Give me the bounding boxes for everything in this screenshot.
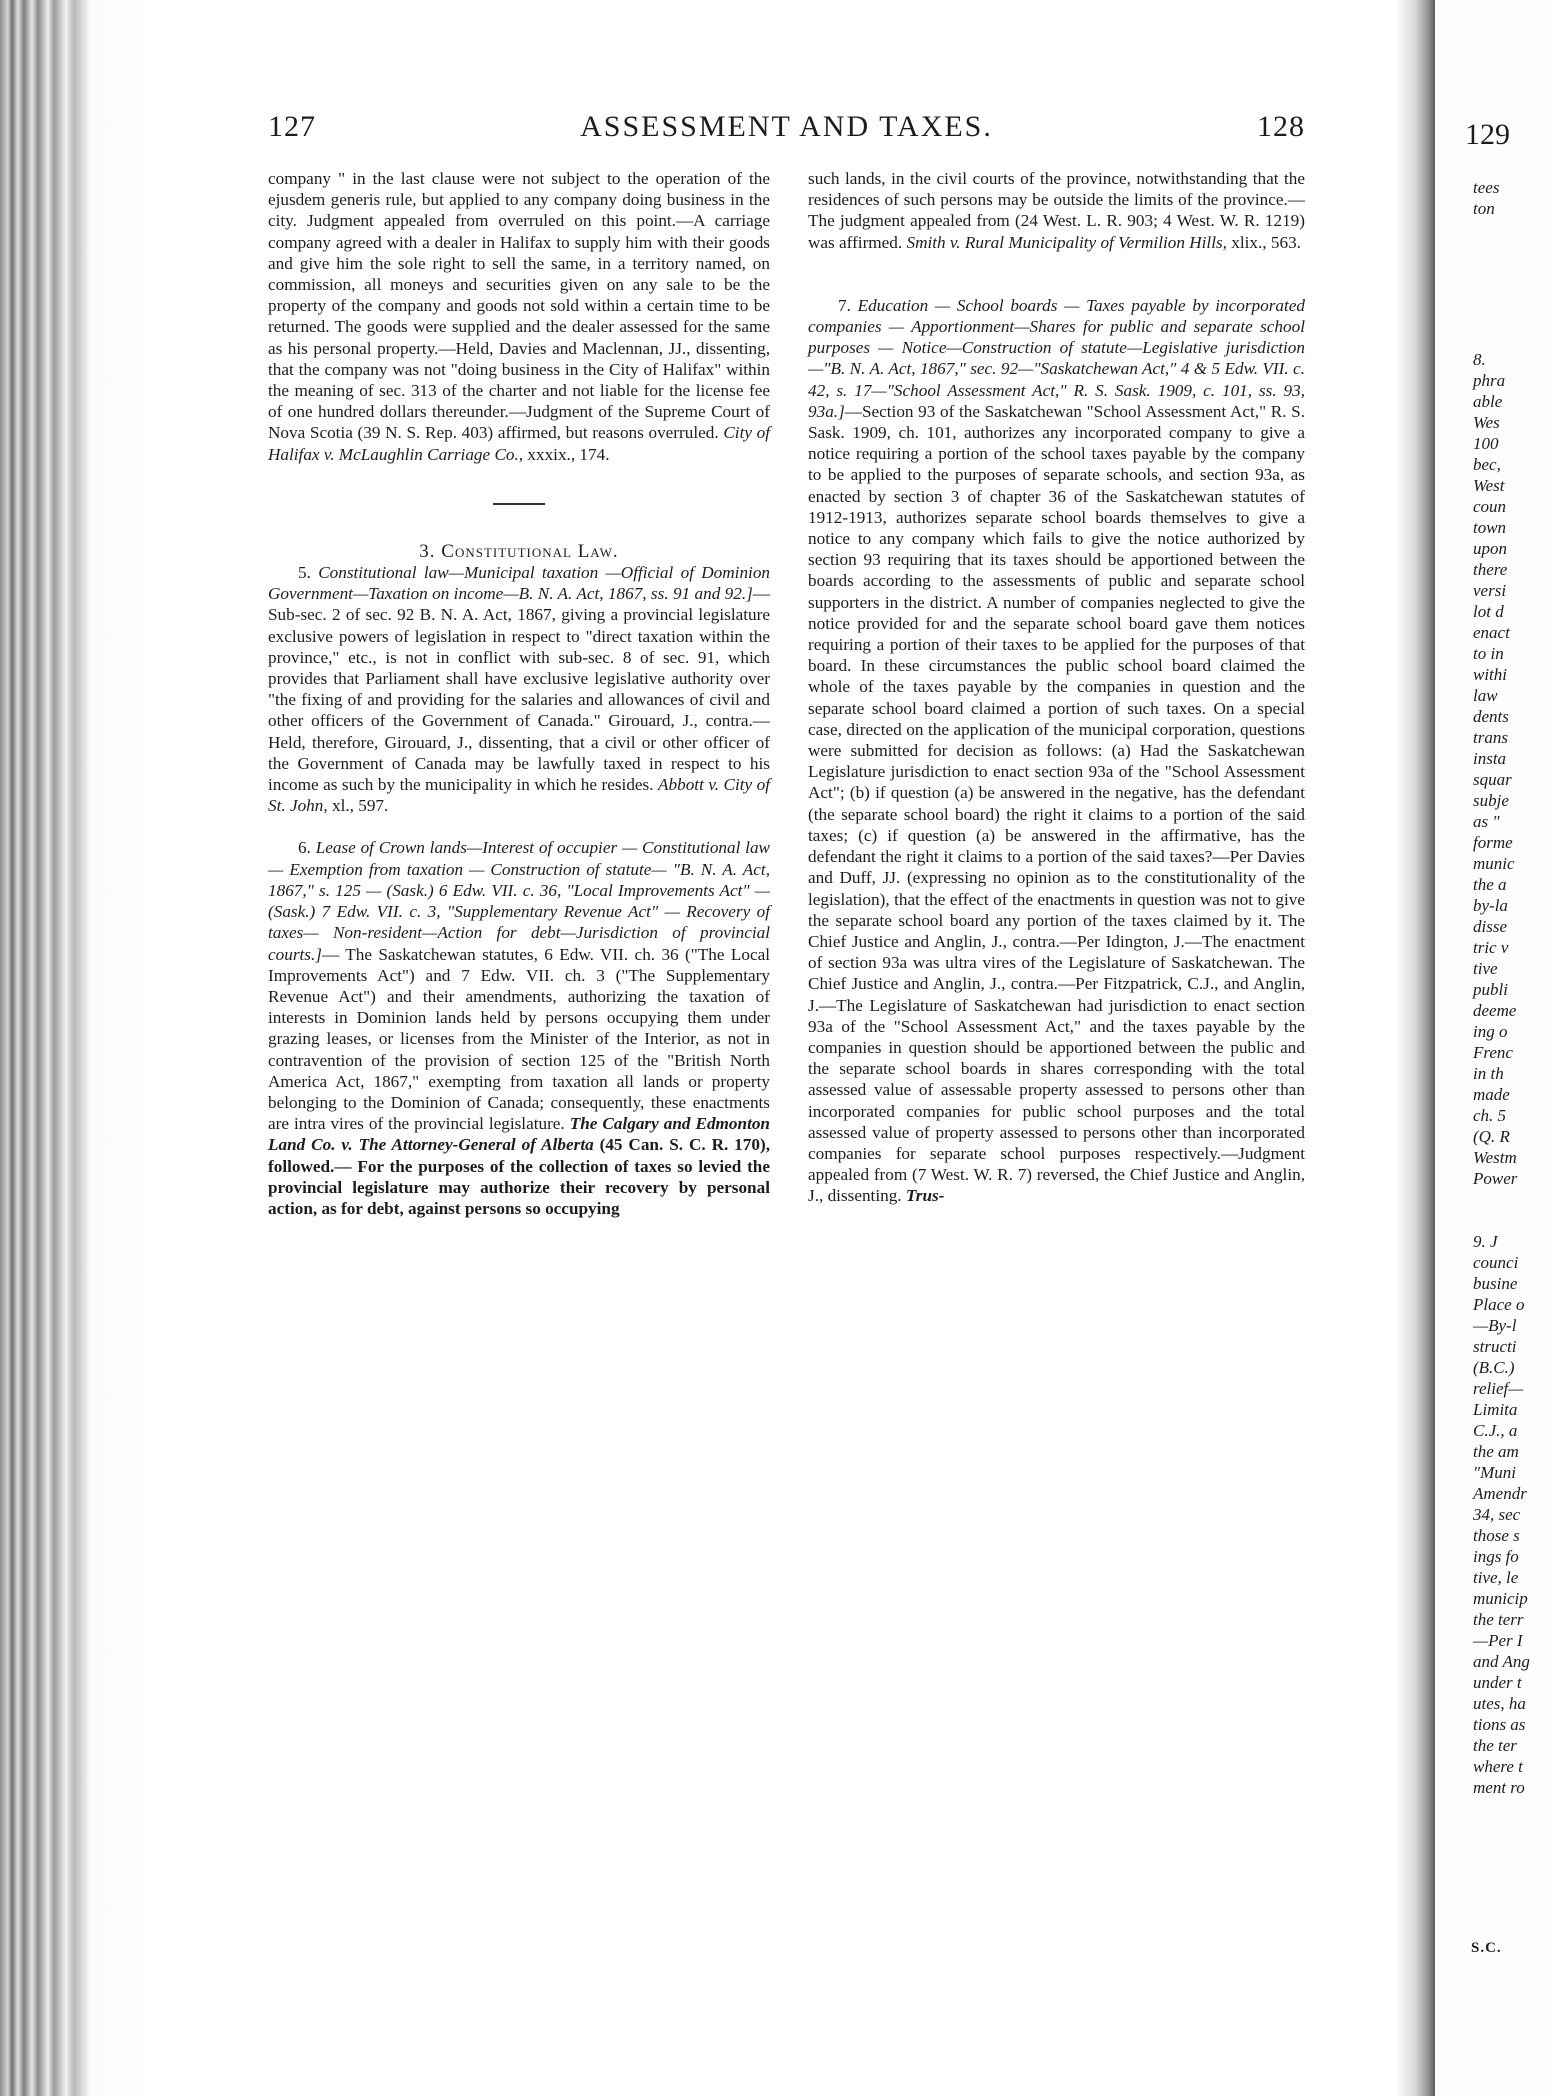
- next-page-line: tric v: [1473, 938, 1509, 957]
- next-page-line: made: [1473, 1085, 1510, 1104]
- next-page-line: under t: [1473, 1673, 1522, 1692]
- catchwords: Lease of Crown lands—Interest of occupier — Constitutional law — Exemption from taxation — Construction of statute— "B. N. A. Act, 1867," s. 125 — (Sask.) 6 Edw. VII. c. 36, "Local Improvements Act" —(Sask.) 7 Edw. VII. c. 3, "Supplementary Revenue Act" — Recovery of taxes— Non-resident—Action for debt—Jurisdiction of provincial courts.]: [268, 838, 771, 964]
- next-page-line: ings fo: [1473, 1547, 1519, 1566]
- next-page-line: Westm: [1473, 1148, 1517, 1167]
- next-page-line: upon: [1473, 539, 1507, 558]
- case-citation: Smith v. Rural Municipality of Vermilion Hills,: [906, 232, 1227, 252]
- next-page-line: tions as: [1473, 1715, 1526, 1734]
- page-number-right: 128: [1257, 110, 1305, 143]
- page-number-left: 127: [268, 110, 316, 143]
- running-header: [268, 110, 1305, 150]
- next-page-line: tive, le: [1473, 1568, 1519, 1587]
- next-page-line: "Muni: [1473, 1463, 1517, 1482]
- book-gutter-shadow: [1395, 0, 1435, 2096]
- running-title: ASSESSMENT AND TAXES.: [580, 110, 993, 143]
- next-page-line: West: [1473, 476, 1505, 495]
- next-page-line: utes, ha: [1473, 1694, 1526, 1713]
- next-page-line: the terr: [1473, 1610, 1524, 1629]
- case-citation: City of Halifax v. McLaughlin Carriage Co.,: [268, 423, 771, 464]
- paragraph-number: 6.: [298, 838, 311, 858]
- catchwords: Constitutional law—Municipal taxation —Official of Dominion Government—Taxation on income—B. N. A. Act, 1867, ss. 91 and 92.]: [268, 563, 771, 604]
- right-column: [808, 168, 1305, 2058]
- next-page-line: town: [1473, 518, 1507, 537]
- paragraph-7: 7. Education — School boards — Taxes payable by incorporated companies — Apportionment—Shares for public and separate school purposes — Notice—Construction of statute—Legislative jurisdiction—"B. N. A. Act, 1867," sec. 92—"Saskatchewan Act," 4 & 5 Edw. VII. c. 42, s. 17—"School Assessment Act," R. S. Sask. 1909, c. 101, ss. 93, 93a.]—Section 93 of the Saskatchewan "School Assessment Act," R. S. Sask. 1909, ch. 101, authorizes any incorporated company to give a notice requiring a portion of the school taxes payable by the company to be applied to the purposes of separate schools, and section 93a, as enacted by section 3 of chapter 36 of the Saskatchewan statutes of 1912-1913, authorizes separate school boards themselves to give a notice to any company which fails to give the notice authorized by section 93 requiring that its taxes should be apportioned between the boards according to the assessments of public and separate school supporters in the district. A number of companies neglected to give the notice provided for and the separate school board gave them notices requiring a portion of their taxes to be applied for the purposes of that board. In these circumstances the public school board claimed the whole of the taxes payable by the companies in question and the separate school board claimed a portion of such taxes. On a special case, directed on the application of the municipal corporation, questions were submitted for decision as follows: (a) Had the Saskatchewan Legislature jurisdiction to enact section 93a of the "School Assessment Act"; (b) if question (a) be answered in the negative, has the defendant (the separate school board) the right it claims to a portion of the said taxes; (c) if question (a) be answered in the affirmative, has the defendant the right it claims to a portion of the said taxes?—Per Davies and Duff, JJ. (expressing no opinion as to the constitutionality of the legislation), that the effect of the enactments in question was not to give the separate school board any portion of the taxes claimed by it. The Chief Justice and Anglin, J., contra.—Per Idington, J.—The enactment of section 93a was ultra vires of the Legislature of Saskatchewan. The Chief Justice and Anglin, J., contra.—Per Fitzpatrick, C.J., and Anglin, J.—The Legislature of Saskatchewan had jurisdiction to enact section 93a of the "School Assessment Act," and the taxes payable by the companies in question should be apportioned between the public and the separate school boards in shares corresponding with the total assessed value of assessable property assessed to persons other than incorporated companies for public school purposes and the total assessed value of property assessed to persons other than incorporated companies for separate school purposes respectively.—Judgment appealed from (7 West. W. R. 7) reversed, the Chief Justice and Anglin, J., dissenting. Trus-: [808, 295, 1305, 1206]
- next-page-line: able: [1473, 392, 1503, 411]
- next-page-line: 34, sec: [1473, 1505, 1521, 1524]
- next-page-line: 100: [1473, 434, 1499, 453]
- case-reference: xlix., 563.: [1231, 232, 1301, 252]
- paragraph-continues: Trus-: [905, 1186, 945, 1206]
- next-page-line: C.J., a: [1473, 1421, 1518, 1440]
- next-page-line: 9. J: [1473, 1232, 1498, 1251]
- paragraph-continued: company " in the last clause were not subject to the operation of the ejusdem generis rule, but applied to any company doing business in the city. Judgment appealed from overruled on this point.—A carriage company agreed with a dealer in Halifax to supply him with their goods and give him the sole right to sell the same, in a territory named, on commission, all moneys and securities given on any sale to be the property of the company and goods not sold within a certain time to be returned. The goods were supplied and the dealer assessed for the same as his personal property.—Held, Davies and Maclennan, JJ., dissenting, that the company was not "doing business in the City of Halifax" within the meaning of sec. 313 of the charter and not liable for the license fee of one hundred dollars thereunder.—Judgment of the Supreme Court of Nova Scotia (39 N. S. Rep. 403) affirmed, but reasons overruled. City of Halifax v. McLaughlin Carriage Co., xxxix., 174.: [268, 169, 771, 464]
- catchwords: Education — School boards — Taxes payable by incorporated companies — Apportionment—Shares for public and separate school purposes — Notice—Construction of statute—Legislative jurisdiction—"B. N. A. Act, 1867," sec. 92—"Saskatchewan Act," 4 & 5 Edw. VII. c. 42, s. 17—"School Assessment Act," R. S. Sask. 1909, c. 101, ss. 93, 93a.]: [808, 295, 1305, 421]
- next-page-line: there: [1473, 560, 1508, 579]
- next-page-line: and Ang: [1473, 1652, 1530, 1671]
- next-page-fragment: [1435, 0, 1552, 2096]
- next-page-line: squar: [1473, 770, 1512, 789]
- section-heading: 3. Constitutional Law.: [419, 540, 619, 562]
- next-page-line: to in: [1473, 644, 1504, 663]
- paragraph-6: 6. Lease of Crown lands—Interest of occupier — Constitutional law — Exemption from taxation — Construction of statute— "B. N. A. Act, 1867," s. 125 — (Sask.) 6 Edw. VII. c. 36, "Local Improvements Act" —(Sask.) 7 Edw. VII. c. 3, "Supplementary Revenue Act" — Recovery of taxes— Non-resident—Action for debt—Jurisdiction of provincial courts.]— The Saskatchewan statutes, 6 Edw. VII. ch. 36 ("The Local Improvements Act") and 7 Edw. VII. ch. 3 ("The Supplementary Revenue Act") and their amendments, authorizing the taxation of interests in Dominion lands held by persons occupying them under grazing leases, or licenses from the Minister of the Interior, as not in contravention of the provision of section 125 of the "British North America Act, 1867," exempting from taxation all lands or property belonging to the Dominion of Canada; consequently, these enactments are intra vires of the provincial legislature. The Calgary and Edmonton Land Co. v. The Attorney-General of Alberta (45 Can. S. C. R. 170), followed.— For the purposes of the collection of taxes so levied the provincial legislature may authorize their recovery by personal action, as for debt, against persons so occupying: [268, 838, 771, 1218]
- next-page-line: disse: [1473, 917, 1507, 936]
- next-page-line: withi: [1473, 665, 1508, 684]
- next-page-line: —By-l: [1473, 1316, 1517, 1335]
- paragraph-number: 5.: [298, 563, 311, 583]
- next-page-line: relief—: [1473, 1379, 1524, 1398]
- case-citation: The Calgary and Edmonton Land Co. v. The Attorney-General of Alberta: [268, 1114, 770, 1155]
- next-page-line: trans: [1473, 728, 1508, 747]
- next-page-line: the ter: [1473, 1736, 1517, 1755]
- next-page-line: the am: [1473, 1442, 1519, 1461]
- next-page-footer: S.C.: [1471, 1940, 1502, 1956]
- next-page-line: tive: [1473, 959, 1498, 978]
- next-page-line: law: [1473, 686, 1498, 705]
- paragraph-continued: such lands, in the civil courts of the province, notwithstanding that the residences of such persons may be outside the limits of the province.—The judgment appealed from (24 West. L. R. 903; 4 West. W. R. 1219) was affirmed. Smith v. Rural Municipality of Vermilion Hills, xlix., 563.: [808, 169, 1305, 252]
- next-page-line: (Q. R: [1473, 1127, 1510, 1146]
- next-page-line: 8.: [1473, 350, 1486, 369]
- next-page-line: the a: [1473, 875, 1507, 894]
- next-page-line: ch. 5: [1473, 1106, 1507, 1125]
- next-page-line: dents: [1473, 707, 1509, 726]
- next-page-line: tees: [1473, 178, 1500, 197]
- next-page-line: ton: [1473, 199, 1495, 218]
- next-page-line: Limita: [1473, 1400, 1518, 1419]
- next-page-line: coun: [1473, 497, 1507, 516]
- left-column: [268, 168, 770, 2058]
- next-page-line: by-la: [1473, 896, 1508, 915]
- next-page-line: counci: [1473, 1253, 1519, 1272]
- paragraph-6-bold-text: (45 Can. S. C. R. 170), followed.— For the purposes of the collection of taxes so levied the provincial legislature may authorize their recovery by personal action, as for debt, against persons so occupying: [268, 1135, 770, 1218]
- next-page-line: Amendr: [1473, 1484, 1527, 1503]
- next-page-line: Power: [1473, 1169, 1518, 1188]
- next-page-line: in th: [1473, 1064, 1504, 1083]
- next-page-line: where t: [1473, 1757, 1523, 1776]
- next-page-line: versi: [1473, 581, 1507, 600]
- case-reference: xxxix., 174.: [527, 444, 610, 464]
- next-page-line: —Per I: [1473, 1631, 1523, 1650]
- next-page-line: busine: [1473, 1274, 1518, 1293]
- case-citation: Abbott v. City of St. John,: [268, 775, 771, 816]
- next-page-line: munic: [1473, 854, 1515, 873]
- next-page-line: bec,: [1473, 455, 1501, 474]
- next-page-line: Place o: [1473, 1295, 1525, 1314]
- next-page-line: enact: [1473, 623, 1510, 642]
- next-page-line: lot d: [1473, 602, 1504, 621]
- next-page-line: forme: [1473, 833, 1513, 852]
- next-page-line: those s: [1473, 1526, 1520, 1545]
- next-page-line: ment ro: [1473, 1778, 1525, 1797]
- next-page-line: as ": [1473, 812, 1500, 831]
- next-page-line: phra: [1473, 371, 1506, 390]
- next-page-line: structi: [1473, 1337, 1517, 1356]
- section-divider: [493, 503, 545, 505]
- paragraph-5: 5. Constitutional law—Municipal taxation —Official of Dominion Government—Taxation on income—B. N. A. Act, 1867, ss. 91 and 92.]—Sub-sec. 2 of sec. 92 B. N. A. Act, 1867, giving a provincial legislature exclusive powers of legislation in respect to "direct taxation within the province," etc., is not in conflict with sub-sec. 8 of sec. 91, which provides that Parliament shall have exclusive legislative authority over "the fixing of and providing for the salaries and allowances of civil and other officers of the Government of Canada." Girouard, J., contra.—Held, therefore, Girouard, J., dissenting, that a civil or other officer of the Government of Canada may be lawfully taxed in respect to his income as such by the municipality in which he resides. Abbott v. City of St. John, xl., 597.: [268, 563, 771, 816]
- next-page-line: deeme: [1473, 1001, 1517, 1020]
- case-reference: xl., 597.: [331, 796, 389, 816]
- next-page-line: publi: [1473, 980, 1508, 999]
- next-page-line: Wes: [1473, 413, 1500, 432]
- next-page-line: ing o: [1473, 1022, 1508, 1041]
- next-page-line: municip: [1473, 1589, 1528, 1608]
- book-page-edges: [0, 0, 150, 2096]
- next-page-line: subje: [1473, 791, 1509, 810]
- paragraph-number: 7.: [838, 295, 851, 315]
- next-page-number: 129: [1465, 118, 1510, 151]
- next-page-line: insta: [1473, 749, 1507, 768]
- next-page-line: (B.C.): [1473, 1358, 1515, 1377]
- next-page-line: Frenc: [1473, 1043, 1513, 1062]
